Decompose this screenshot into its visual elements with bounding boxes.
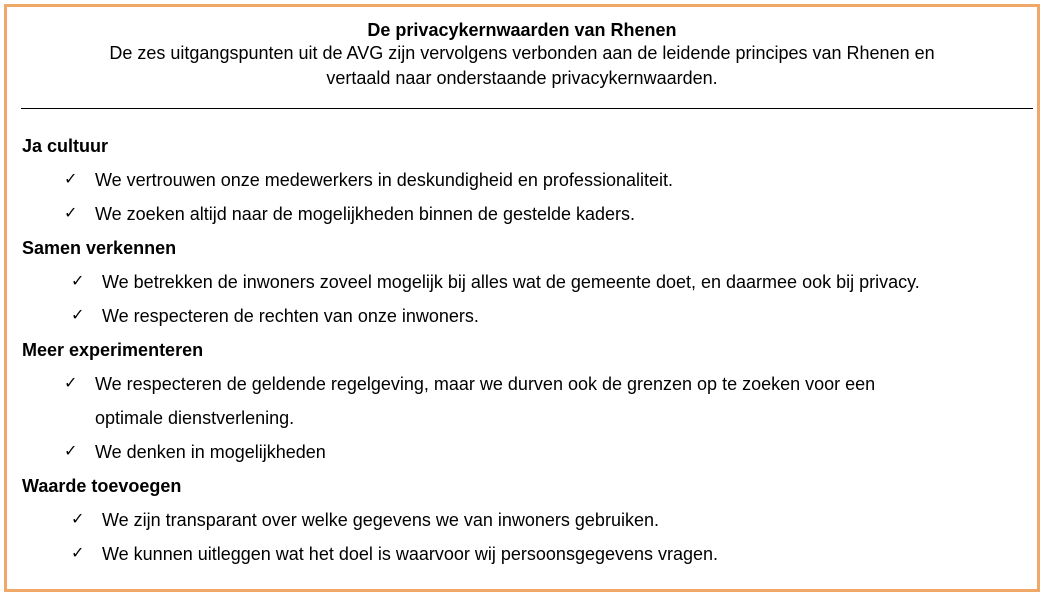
list-item <box>22 163 1032 197</box>
document-frame <box>4 4 1040 592</box>
checkmark-icon: ✓ <box>71 273 85 290</box>
checkmark-icon: ✓ <box>71 511 85 528</box>
list-item-text: We betrekken de inwoners zoveel mogelijk bij alles wat de gemeente doet, en daarmee ook bij privacy. <box>102 272 920 292</box>
list-item-text: We zijn transparant over welke gegevens we van inwoners gebruiken. <box>102 510 659 530</box>
header <box>7 19 1037 91</box>
list-item-text: We kunnen uitleggen wat het doel is waarvoor wij persoonsgegevens vragen. <box>102 544 719 564</box>
list-item-text: We vertrouwen onze medewerkers in deskundigheid en professionaliteit. <box>95 170 673 190</box>
list-item-text: We respecteren de geldende regelgeving, maar we durven ook de grenzen op te zoeken voor een <box>95 374 876 394</box>
section-meer-experimenteren <box>22 333 1032 469</box>
checkmark-icon: ✓ <box>71 545 85 562</box>
checkmark-icon: ✓ <box>64 443 78 460</box>
section-ja-cultuur <box>22 129 1032 231</box>
divider <box>21 108 1033 109</box>
section-waarde-toevoegen <box>22 469 1032 571</box>
list-item <box>22 197 1032 231</box>
checkmark-icon: ✓ <box>64 171 78 188</box>
list-item <box>22 299 1032 333</box>
checkmark-icon: ✓ <box>71 307 85 324</box>
list-item-text-continued: optimale dienstverlening. <box>95 408 295 428</box>
section-title: Meer experimenteren <box>22 340 204 360</box>
core-values-list <box>22 129 1032 571</box>
checkmark-icon: ✓ <box>64 375 78 392</box>
section-samen-verkennen <box>22 231 1032 333</box>
list-item <box>22 435 1032 469</box>
page-title: De privacykernwaarden van Rhenen <box>367 20 677 40</box>
list-item <box>22 537 1032 571</box>
subtitle-line-2: vertaald naar onderstaande privacykernwaarden. <box>326 68 718 88</box>
list-item <box>22 265 1032 299</box>
list-item <box>22 503 1032 537</box>
list-item-text: We denken in mogelijkheden <box>95 442 326 462</box>
list-item-text: We zoeken altijd naar de mogelijkheden binnen de gestelde kaders. <box>95 204 636 224</box>
page-subtitle <box>42 41 1002 91</box>
list-item-text: We respecteren de rechten van onze inwoners. <box>102 306 479 326</box>
section-title: Ja cultuur <box>22 136 109 156</box>
section-title: Samen verkennen <box>22 238 177 258</box>
subtitle-line-1: De zes uitgangspunten uit de AVG zijn vervolgens verbonden aan de leidende principes van Rhenen en <box>109 43 935 63</box>
section-title: Waarde toevoegen <box>22 476 182 496</box>
list-item <box>22 367 1032 435</box>
checkmark-icon: ✓ <box>64 205 78 222</box>
